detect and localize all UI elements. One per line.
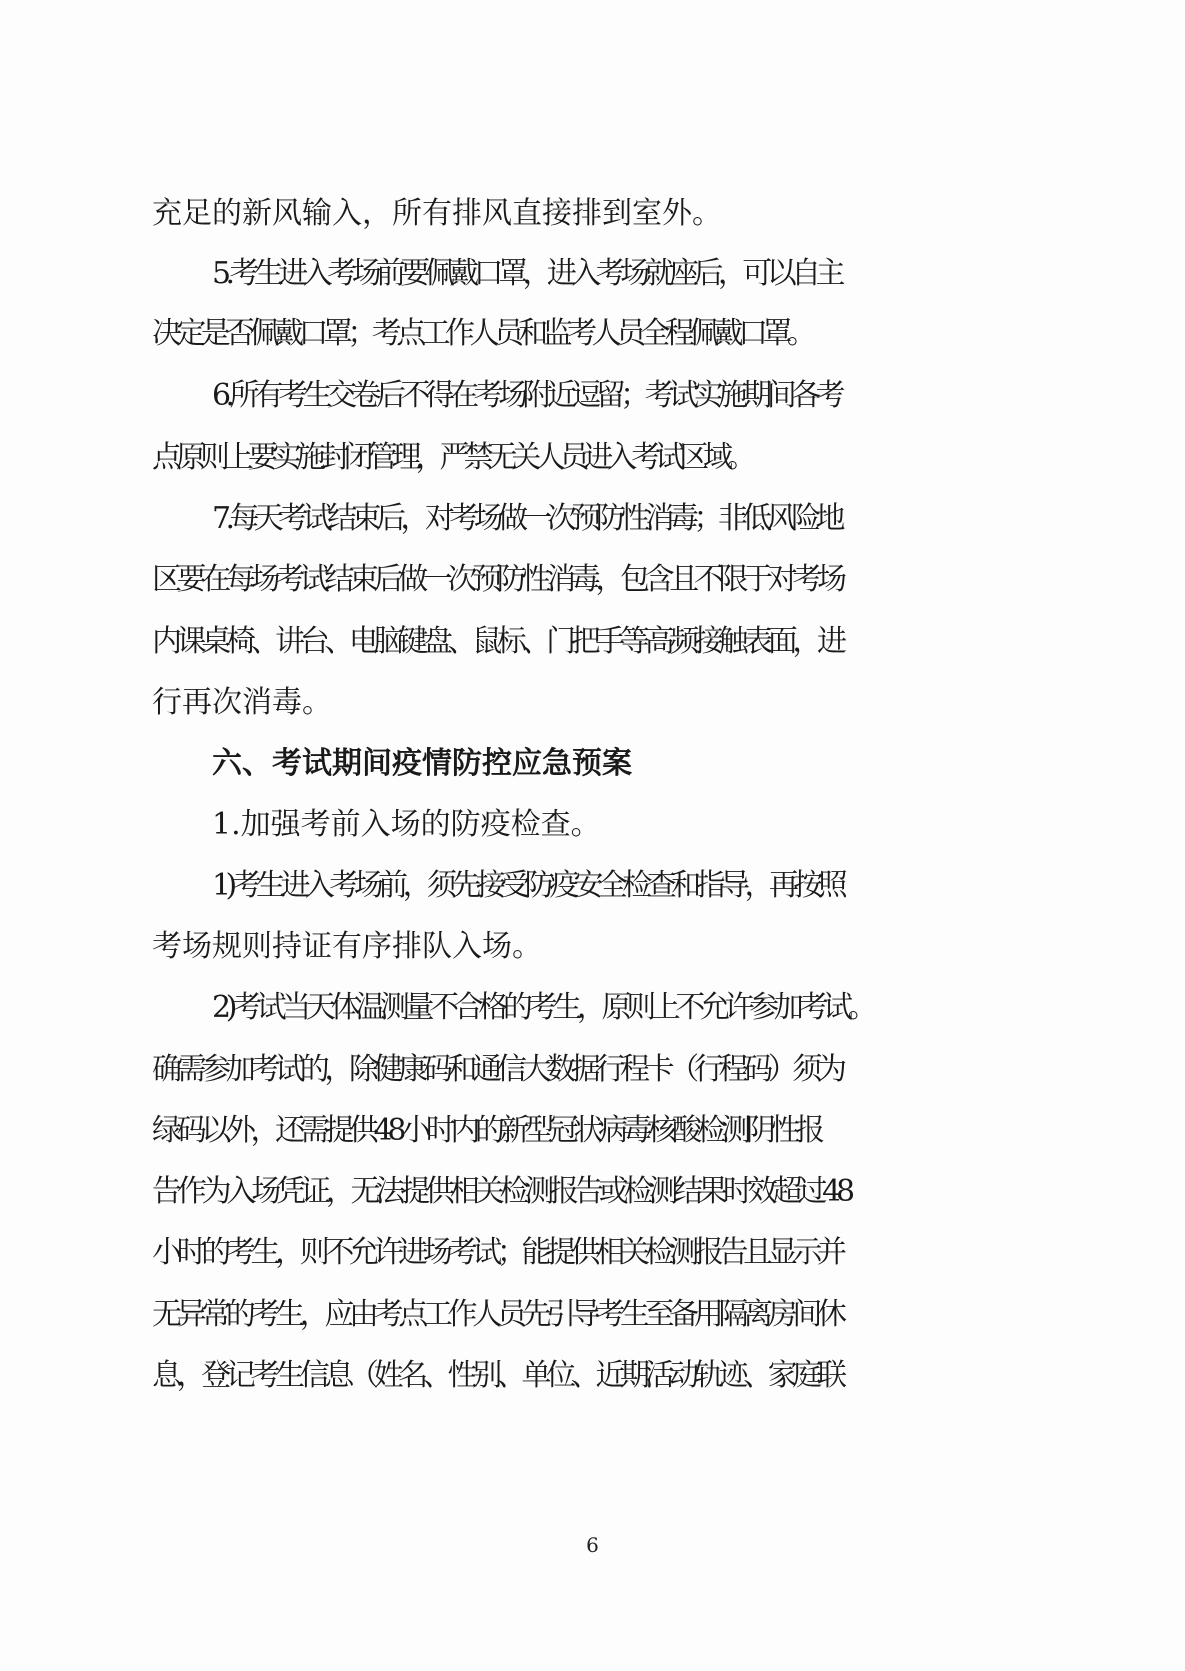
text-line	[0, 917, 1185, 977]
text-line-content: 充足的新风输入，所有排风直接排到室外。	[152, 196, 722, 231]
text-line-content: 点原则上要实施封闭管理，严禁无关人员进入考试区域。	[152, 440, 751, 475]
text-line	[0, 1223, 1185, 1283]
text-line	[0, 673, 1185, 733]
text-line-content: 1)考生进入考场前，须先接受防疫安全检查和指导，再按照	[212, 868, 843, 903]
text-line	[0, 612, 1185, 672]
text-line-content: 息，登记考生信息（姓名、性别、单位、近期活动轨迹、家庭联	[152, 1358, 842, 1393]
text-line-content: 告作为入场凭证，无法提供相关检测报告或检测结果时效超过48	[152, 1174, 850, 1209]
text-line	[0, 184, 1185, 244]
text-line	[0, 244, 1185, 304]
text-line-content: 小时的考生，则不允许进场考试；能提供相关检测报告且显示并	[152, 1235, 842, 1270]
text-line	[0, 1101, 1185, 1161]
text-line	[0, 366, 1185, 426]
text-line-content: 无异常的考生，应由考点工作人员先引导考生至备用隔离房间休	[152, 1297, 842, 1332]
text-line-content: 7.每天考试结束后，对考场做一次预防性消毒；非低风险地	[212, 501, 840, 536]
text-line-content: 2)考试当天体温测量不合格的考生，原则上不允许参加考试。	[212, 990, 873, 1025]
text-line-content: 行再次消毒。	[152, 685, 332, 720]
text-line	[0, 489, 1185, 549]
page-number: 6	[586, 1533, 599, 1557]
text-line-content: 6.所有考生交卷后不得在考场附近逗留；考试实施期间各考	[212, 378, 840, 413]
text-line-content: 确需参加考试的，除健康码和通信大数据行程卡（行程码）须为	[152, 1052, 842, 1087]
text-line	[0, 978, 1185, 1038]
text-line	[0, 1285, 1185, 1345]
text-line	[0, 550, 1185, 610]
text-line	[0, 1346, 1185, 1406]
text-line	[0, 1162, 1185, 1222]
text-line	[0, 304, 1185, 364]
text-line	[0, 1040, 1185, 1100]
text-line-content: 绿码以外，还需提供48小时内的新型冠状病毒核酸检测阴性报	[152, 1113, 820, 1148]
section-heading-text: 六、考试期间疫情防控应急预案	[212, 746, 632, 781]
text-line	[0, 856, 1185, 916]
text-line-content: 1.加强考前入场的防疫检查。	[212, 807, 601, 842]
text-line-content: 区要在每场考试结束后做一次预防性消毒，包含且不限于对考场	[152, 562, 842, 597]
text-line	[0, 795, 1185, 855]
section-heading	[0, 734, 1185, 794]
text-line-content: 考场规则持证有序排队入场。	[152, 929, 542, 964]
text-line-content: 内课桌椅、讲台、电脑键盘、鼠标、门把手等高频接触表面，进	[152, 624, 842, 659]
text-line-content: 决定是否佩戴口罩；考点工作人员和监考人员全程佩戴口罩。	[152, 316, 812, 351]
text-line-content: 5.考生进入考场前要佩戴口罩，进入考场就座后，可以自主	[212, 256, 840, 291]
text-line	[0, 428, 1185, 488]
